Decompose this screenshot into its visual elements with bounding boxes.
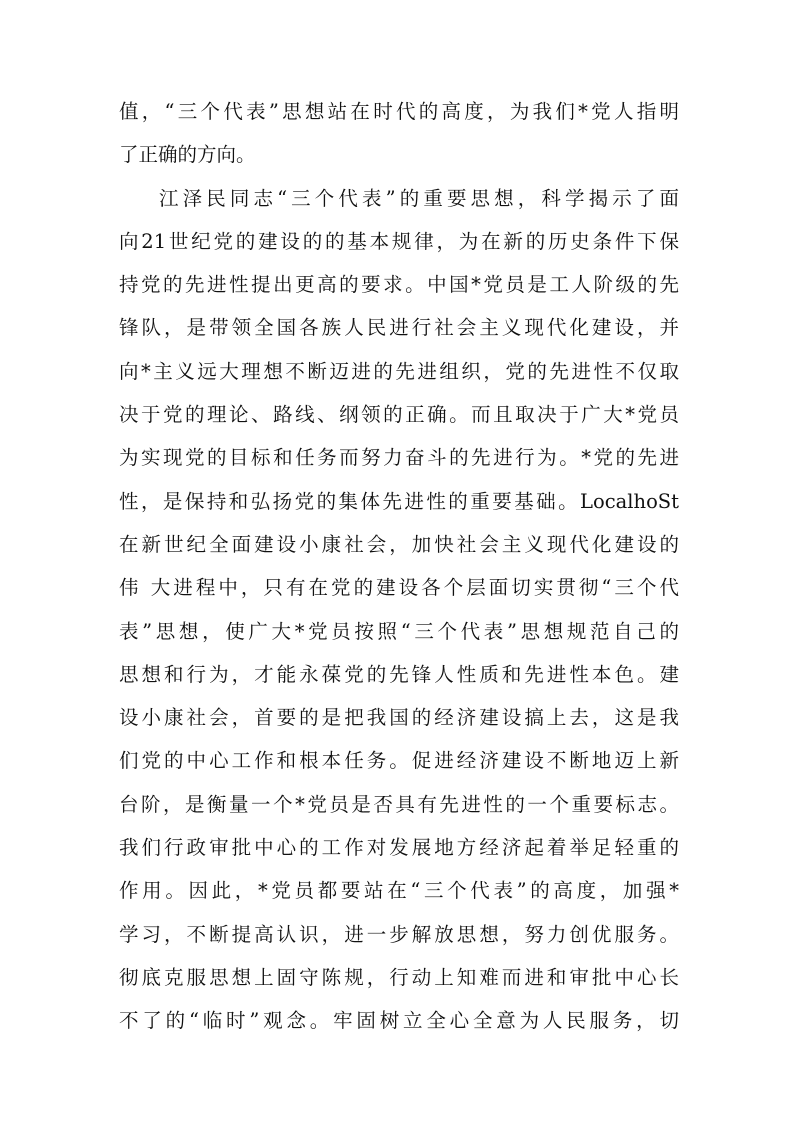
text-line: 彻底克服思想上固守陈规，行动上知难而进和审批中心长: [119, 965, 679, 989]
text-line: 决于党的理论、路线、纲领的正确。而且取决于广大*党员: [119, 403, 679, 427]
text-line: 性，是保持和弘扬党的集体先进性的重要基础。LocalhoSt: [119, 489, 679, 513]
text-line: 伟 大进程中，只有在党的建设各个层面切实贯彻“三个代: [119, 576, 679, 600]
text-line: 向*主义远大理想不断迈进的先进组织，党的先进性不仅取: [119, 359, 679, 383]
text-line: 江泽民同志“三个代表”的重要思想，科学揭示了面: [159, 186, 679, 210]
text-line: 我们行政审批中心的工作对发展地方经济起着举足轻重的: [119, 836, 679, 860]
text-line: 台阶，是衡量一个*党员是否具有先进性的一个重要标志。: [119, 792, 679, 816]
text-line: 向21世纪党的建设的的基本规律，为在新的历史条件下保: [119, 229, 679, 253]
text-line: 设小康社会，首要的是把我国的经济建设搞上去，这是我: [119, 706, 679, 730]
body-text: [119, 90, 679, 1043]
text-line: 在新世纪全面建设小康社会，加快社会主义现代化建设的: [119, 532, 679, 556]
text-line: 为实现党的目标和任务而努力奋斗的先进行为。*党的先进: [119, 446, 679, 470]
text-line: 表”思想，使广大*党员按照“三个代表”思想规范自己的: [119, 619, 679, 643]
text-line: 不了的“临时”观念。牢固树立全心全意为人民服务，切: [119, 1009, 679, 1033]
text-line: 持党的先进性提出更高的要求。中国*党员是工人阶级的先: [119, 273, 679, 297]
text-line: 们党的中心工作和根本任务。促进经济建设不断地迈上新: [119, 749, 679, 773]
text-line: 思想和行为，才能永葆党的先锋人性质和先进性本色。建: [119, 662, 679, 686]
text-line: 锋队，是带领全国各族人民进行社会主义现代化建设，并: [119, 316, 679, 340]
text-line: 学习，不断提高认识，进一步解放思想，努力创优服务。: [119, 922, 679, 946]
text-line: 值，“三个代表”思想站在时代的高度，为我们*党人指明: [119, 100, 679, 123]
text-line: 了正确的方向。: [119, 143, 256, 167]
text-line: 作用。因此，*党员都要站在“三个代表”的高度，加强*: [119, 879, 679, 903]
